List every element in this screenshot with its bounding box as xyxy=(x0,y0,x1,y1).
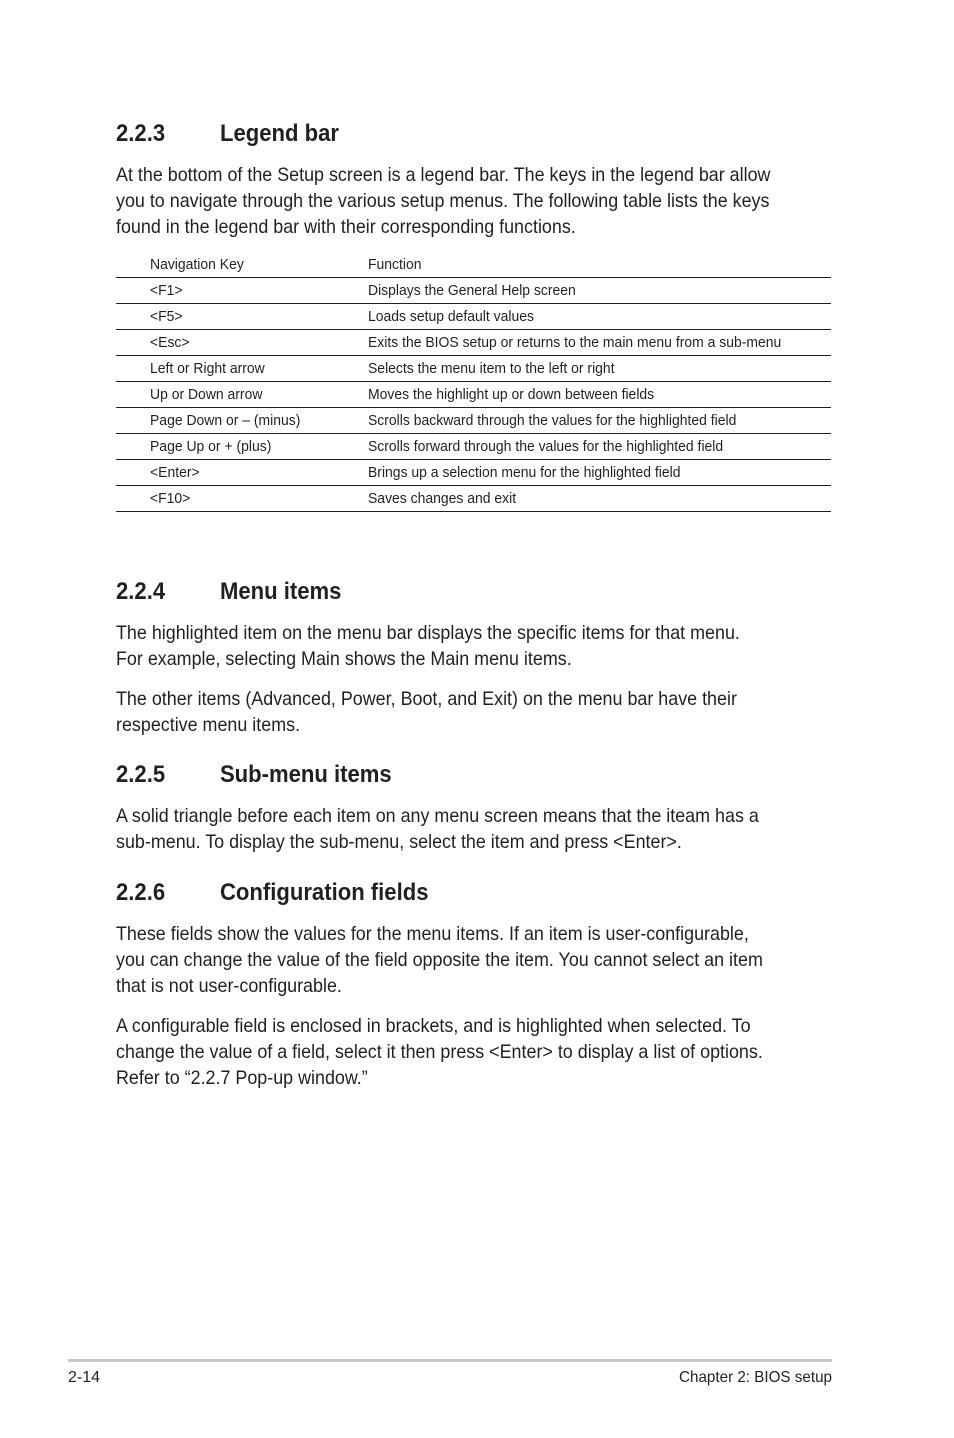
function-cell: Exits the BIOS setup or returns to the main menu from a sub-menu xyxy=(368,330,831,356)
paragraph-line: that is not user-configurable. xyxy=(116,975,342,997)
function-cell: Selects the menu item to the left or right xyxy=(368,356,831,382)
paragraph-line: change the value of a field, select it then press <Enter> to display a list of options. xyxy=(116,1041,763,1063)
key-cell: Left or Right arrow xyxy=(116,356,368,382)
function-cell: Brings up a selection menu for the highlighted field xyxy=(368,460,831,486)
function-cell: Moves the highlight up or down between fields xyxy=(368,382,831,408)
table-row xyxy=(116,486,831,512)
table-row xyxy=(116,356,831,382)
function-cell: Saves changes and exit xyxy=(368,486,831,512)
heading-legend-bar xyxy=(116,120,339,148)
configuration-fields-paragraph-2 xyxy=(116,1013,832,1091)
key-cell: Page Up or + (plus) xyxy=(116,434,368,460)
heading-sub-menu-items xyxy=(116,761,392,789)
column-header-navigation-key: Navigation Key xyxy=(116,252,368,278)
table-row xyxy=(116,460,831,486)
paragraph-line: respective menu items. xyxy=(116,714,301,736)
key-cell: <Esc> xyxy=(116,330,368,356)
paragraph-line: These fields show the values for the menu items. If an item is user-configurable, xyxy=(116,923,749,945)
paragraph-line: The highlighted item on the menu bar displays the specific items for that menu. xyxy=(116,622,740,644)
function-cell: Scrolls forward through the values for the highlighted field xyxy=(368,434,831,460)
table-row xyxy=(116,382,831,408)
paragraph-line: Refer to “2.2.7 Pop-up window.” xyxy=(116,1067,368,1089)
legend-key-table xyxy=(116,252,831,512)
heading-title: Legend bar xyxy=(219,120,339,147)
paragraph-line: A solid triangle before each item on any menu screen means that the iteam has a xyxy=(116,805,759,827)
heading-title: Configuration fields xyxy=(219,879,429,906)
paragraph-line: At the bottom of the Setup screen is a legend bar. The keys in the legend bar allow xyxy=(116,164,771,186)
paragraph-line: For example, selecting Main shows the Main menu items. xyxy=(116,648,572,670)
column-header-function: Function xyxy=(368,252,831,278)
heading-number: 2.2.3 xyxy=(116,120,166,147)
heading-number: 2.2.6 xyxy=(116,879,166,906)
paragraph-line: found in the legend bar with their corresponding functions. xyxy=(116,216,576,238)
sub-menu-items-paragraph xyxy=(116,803,832,855)
paragraph-line: you can change the value of the field opposite the item. You cannot select an item xyxy=(116,949,763,971)
table-row xyxy=(116,434,831,460)
heading-number: 2.2.4 xyxy=(116,578,166,605)
key-cell: Up or Down arrow xyxy=(116,382,368,408)
function-cell: Loads setup default values xyxy=(368,304,831,330)
legend-bar-paragraph xyxy=(116,162,832,240)
key-cell: <Enter> xyxy=(116,460,368,486)
table-row xyxy=(116,278,831,304)
menu-items-paragraph-1 xyxy=(116,620,832,672)
chapter-title: Chapter 2: BIOS setup xyxy=(679,1369,832,1386)
table-row xyxy=(116,330,831,356)
paragraph-line: sub-menu. To display the sub-menu, select the item and press <Enter>. xyxy=(116,831,682,853)
key-cell: <F10> xyxy=(116,486,368,512)
function-cell: Scrolls backward through the values for the highlighted field xyxy=(368,408,831,434)
paragraph-line: The other items (Advanced, Power, Boot, and Exit) on the menu bar have their xyxy=(116,688,737,710)
heading-configuration-fields xyxy=(116,879,428,907)
key-cell: Page Down or – (minus) xyxy=(116,408,368,434)
function-cell: Displays the General Help screen xyxy=(368,278,831,304)
heading-number: 2.2.5 xyxy=(116,761,166,788)
key-cell: <F5> xyxy=(116,304,368,330)
footer-divider xyxy=(68,1359,832,1362)
table-header-row xyxy=(116,252,831,278)
table-row xyxy=(116,408,831,434)
configuration-fields-paragraph-1 xyxy=(116,921,832,999)
key-cell: <F1> xyxy=(116,278,368,304)
page-number: 2-14 xyxy=(68,1369,101,1386)
paragraph-line: A configurable field is enclosed in brackets, and is highlighted when selected. To xyxy=(116,1015,751,1037)
paragraph-line: you to navigate through the various setup menus. The following table lists the keys xyxy=(116,190,770,212)
heading-title: Sub-menu items xyxy=(219,761,392,788)
heading-title: Menu items xyxy=(219,578,342,605)
menu-items-paragraph-2 xyxy=(116,686,832,738)
heading-menu-items xyxy=(116,578,341,606)
table-row xyxy=(116,304,831,330)
